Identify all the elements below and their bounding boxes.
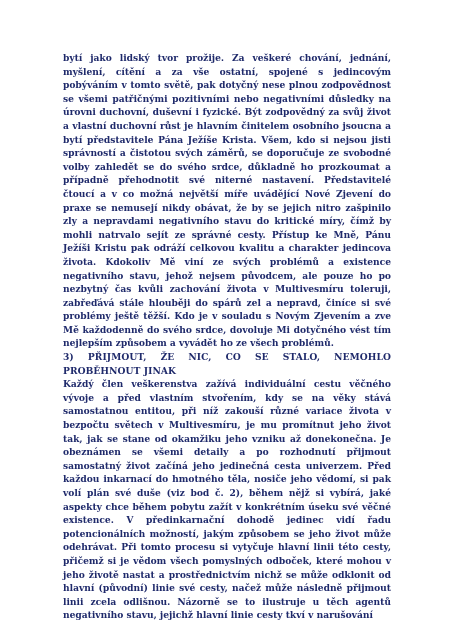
paragraph-2: Každý člen veškerenstva zažívá individuální cestu věčného vývoje a před vlastním stvořením, kdy se na věky stává samostatnou entitou, při níž zakouší různé variace života v bezpočtu světech v Multivesmíru, je mu promítnut jeho život tak, jak se stane od okamžiku jeho vzniku až donekonečna. Je obeznámen se všemi detaily a po rozhodnutí přijmout samostatný život začíná jeho jedinečná cesta univerzem. Před každou inkarnací do hmotného těla, nosiče jeho vědomí, si pak volí plán své duše (viz bod č. 2), během nějž si vybírá, jaké aspekty chce během pobytu zažít v konkrétním úseku své věčné existence. V předinkarnační dohodě jedinec vidí řadu potencionálních možností, jakým způsobem se jeho život může odehrávat. Při tomto procesu si vytyčuje hlavní linii této cesty, přičemž si je vědom všech pomyslných odboček, které mohou v jeho životě nastat a prostřednictvím nichž se může odklonit od hlavní (původní) linie své cesty, načež může následně přijmout linii zcela odlišnou. Názorně se to ilustruje u těch agentů negativního stavu, jejichž hlavní linie cesty tkví v narušování bbox=[63, 379, 391, 622]
paragraph-1: bytí jako lidský tvor prožije. Za veškeré chování, jednání, myšlení, cítění a za vše ostatní, spojené s jedincovým pobýváním v tomto světě, pak dotyčný nese plnou zodpovědnost se všemi patřičnými pozitivními nebo negativními důsledky na úrovni duchovní, duševní i fyzické. Být zodpovědný za svůj život a vlastní duchovní růst je hlavním činitelem osobního jsoucna a bytí představitele Pána Ježíše Krista. Všem, kdo si nejsou jisti správností a čistotou svých záměrů, se doporučuje ze svobodné volby zahledět se do svého srdce, důkladně ho prozkoumat a případně přehodnotit své niterné nastavení. Představitelé čtoucí a v co možná největší míře uvádějící Nové Zjevení do praxe se nemusejí nikdy obávat, že by se jejich nitro zašpinilo zly a nepravdami negativního stavu do kritické míry, čímž by mohli natrvalo sejít ze správné cesty. Přístup ke Mně, Pánu Ježíši Kristu pak odráží celkovou kvalitu a charakter jedincova života. Kdokoliv Mě viní ze svých problémů a existence negativního stavu, jehož nejsem původcem, ale pouze ho po nezbytný čas kvůli zachování života v Multivesmíru toleruji, zabřeďává stále hlouběji do spárů zel a nepravd, činíce si své problémy ještě těžší. Kdo je v souladu s Novým Zjevením a zve Mě každodenně do svého srdce, dovoluje Mi dotyčného vést tím nejlepším způsobem a vyvádět ho ze všech problémů. bbox=[63, 53, 391, 350]
section-heading: 3) PŘIJMOUT, ŽE NIC, CO SE STALO, NEMOHLO PROBĚHNOUT JINAK bbox=[63, 352, 391, 377]
page-body bbox=[63, 52, 391, 623]
